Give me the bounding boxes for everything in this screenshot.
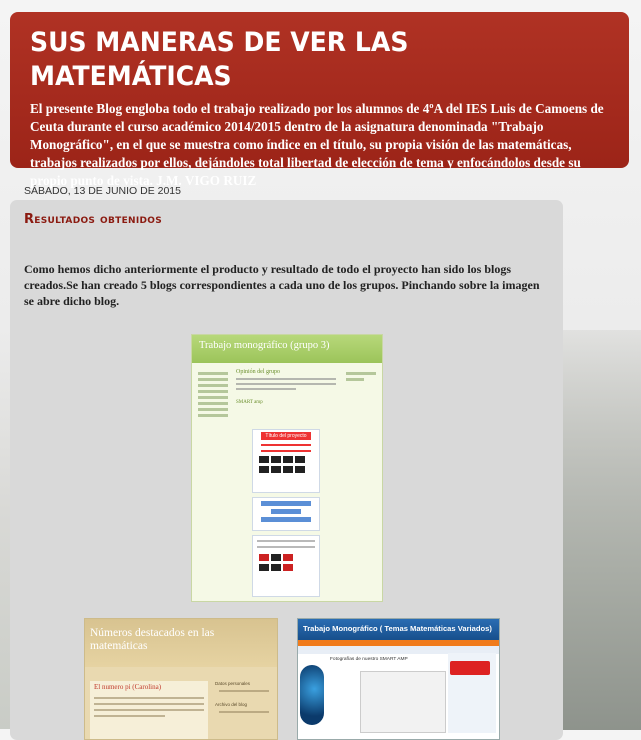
- thumbnail-header: Trabajo monográfico (grupo 3): [192, 335, 382, 363]
- thumbnail-section: SMART amp: [236, 400, 263, 405]
- thumbnail-post: [90, 681, 208, 740]
- thumbnail-header: Números destacados en las matemáticas: [85, 619, 277, 667]
- thumbnail-inner-title: Título del proyecto: [261, 432, 311, 440]
- thumbnail-slide-image: [252, 429, 320, 493]
- blog-title[interactable]: SUS MANERAS DE VER LAS MATEMÁTICAS: [30, 27, 409, 92]
- blog-thumbnail-numeros[interactable]: [84, 618, 278, 740]
- thumbnail-header: Trabajo Monográfico ( Temas Matemáticas Variados): [298, 619, 499, 640]
- thumbnail-sidebar: [198, 369, 228, 420]
- background-landscape: [551, 330, 641, 730]
- thumbnail-post-title: Opinión del grupo: [236, 369, 280, 375]
- thumbnail-board-image: [360, 671, 446, 733]
- thumbnail-right-sidebar: [346, 369, 376, 384]
- thumbnail-post-title: El numero pi (Carolina): [94, 683, 162, 691]
- post: [10, 200, 563, 740]
- thumbnail-post-title: Fotografías de nuestro SMART AMP: [330, 657, 408, 662]
- thumbnail-side-label: Datos personales: [215, 681, 251, 686]
- thumbnail-main: [236, 369, 336, 405]
- post-body: Como hemos dicho anteriormente el producto y resultado de todo el proyecto han sido los blogs creados.Se han creado 5 blogs correspondientes a cada uno de los grupos. Pinchando sobre la imagen se abre dicho blog.: [24, 262, 540, 308]
- thumbnail-side-label: Archivo del blog: [215, 702, 248, 707]
- thumbnail-photo-image: [252, 535, 320, 597]
- thumbnail-diagram-image: [252, 497, 320, 531]
- blog-thumbnail-temas-variados[interactable]: [297, 618, 500, 740]
- date-header: SÁBADO, 13 DE JUNIO DE 2015: [24, 185, 181, 197]
- thumbnail-sidebar: [215, 679, 273, 717]
- logo-icon: [450, 661, 490, 675]
- blog-thumbnail-grupo-3[interactable]: [191, 334, 383, 602]
- blog-header: [10, 12, 629, 188]
- post-title[interactable]: Resultados obtenidos: [24, 212, 163, 227]
- globe-icon: [300, 665, 324, 725]
- blog-description: El presente Blog engloba todo el trabajo realizado por los alumnos de 4ºA del IES Luis de Camoens de Ceuta durante el curso académico 2014/2015 dentro de la asignatura denominada "Trabajo Monográfico", en el que se muestra como índice en el título, su propia visión de las matemáticas, trabajos realizados por ellos, dejándoles total libertad de elección de tema y enfocándolos desde su propio punto de vista. J.M. VIGO RUIZ: [30, 101, 604, 188]
